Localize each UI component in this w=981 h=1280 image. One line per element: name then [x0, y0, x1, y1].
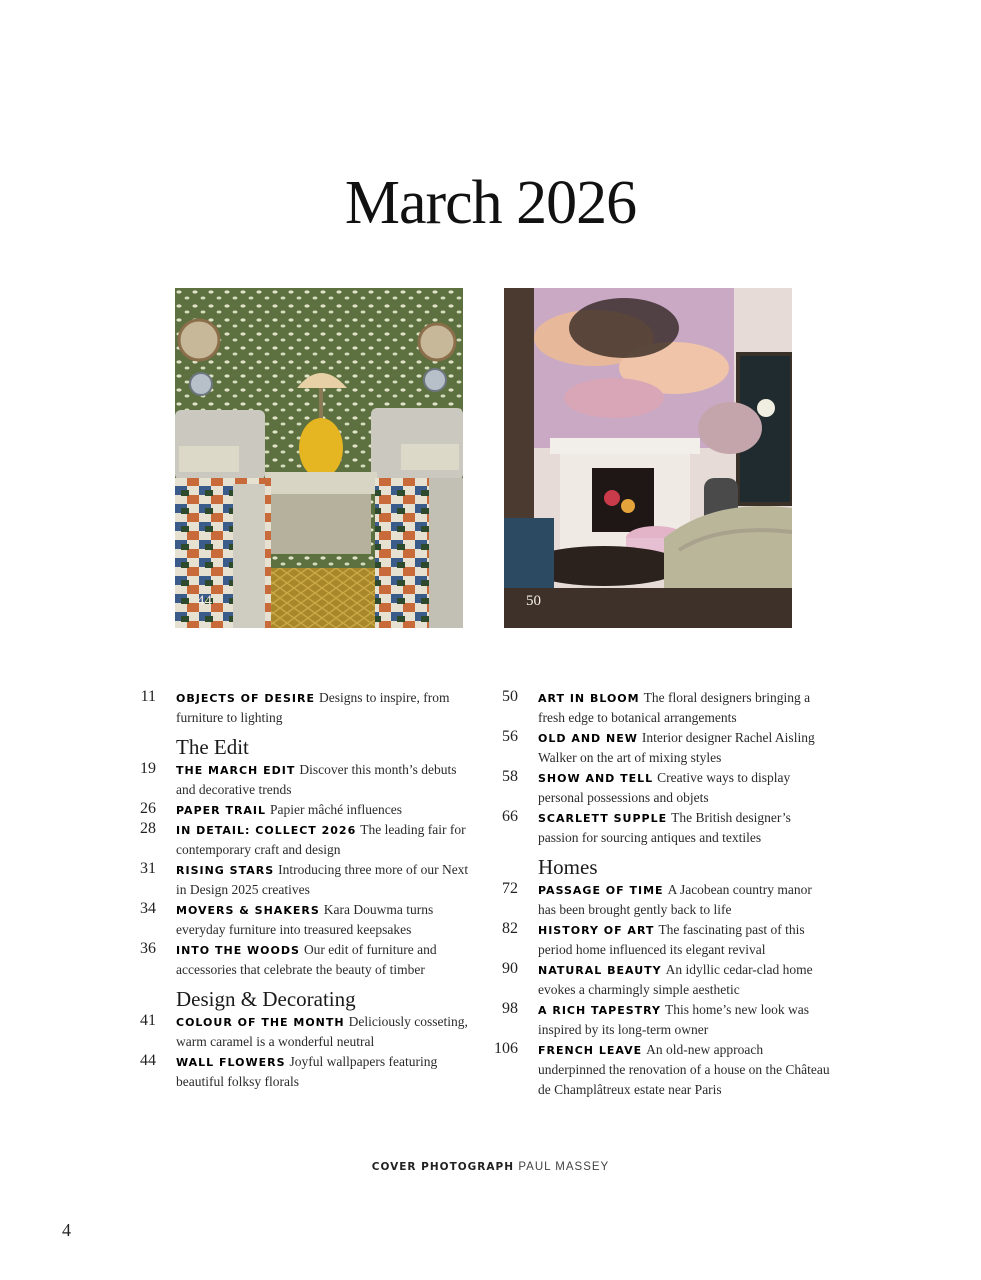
photo-page-number: 44 — [197, 593, 212, 609]
entry-description: Our edit of furniture and accessories that celebrate the beauty of timber — [176, 942, 437, 977]
contents-entry[interactable] — [130, 800, 470, 820]
cover-credit-name: PAUL MASSEY — [518, 1161, 610, 1173]
page-number: 36 — [140, 940, 156, 957]
contents-entry[interactable] — [130, 760, 470, 800]
contents-entry[interactable] — [492, 880, 832, 920]
entry-heading: A RICH TAPESTRY — [538, 1004, 662, 1017]
contents-entry[interactable] — [130, 860, 470, 900]
page-number: 31 — [140, 860, 156, 877]
entry-heading: COLOUR OF THE MONTH — [176, 1016, 345, 1029]
entry-description: The floral designers bringing a fresh edge to botanical arrangements — [538, 690, 811, 725]
entry-description: The British designer’s passion for sourcing antiques and textiles — [538, 810, 791, 845]
entry-heading: SCARLETT SUPPLE — [538, 812, 668, 825]
page-title: March 2026 — [344, 169, 637, 237]
contents-entry[interactable] — [130, 1052, 470, 1092]
contents-entry[interactable] — [130, 1012, 470, 1052]
entry-description: The leading fair for contemporary craft and design — [176, 822, 466, 857]
section-heading: Design & Decorating — [176, 987, 356, 1011]
cover-credit — [0, 1161, 981, 1173]
contents-entry[interactable] — [492, 1000, 832, 1040]
page-folio: 4 — [62, 1220, 71, 1240]
entry-heading: PAPER TRAIL — [176, 804, 267, 817]
entry-heading: SHOW AND TELL — [538, 772, 654, 785]
contents-entry[interactable] — [130, 820, 470, 860]
page-number: 41 — [140, 1012, 156, 1029]
page-number: 34 — [140, 900, 156, 917]
page-number: 58 — [502, 768, 518, 785]
entry-description: Introducing three more of our Next in Design 2025 creatives — [176, 862, 469, 897]
contents-entry[interactable] — [492, 1040, 832, 1100]
entry-description: Deliciously cosseting, warm caramel is a wonderful neutral — [176, 1014, 468, 1049]
contents-entry[interactable] — [492, 808, 832, 848]
entry-heading: IN DETAIL: COLLECT 2026 — [176, 824, 357, 837]
entry-heading: WALL FLOWERS — [176, 1056, 286, 1069]
contents-entry[interactable] — [130, 940, 470, 980]
contents-column-left — [130, 688, 470, 1092]
contents-entry[interactable] — [492, 688, 832, 728]
contents-entry[interactable] — [130, 900, 470, 940]
bedroom-photo[interactable] — [175, 288, 463, 628]
photo-page-number: 50 — [526, 593, 541, 609]
entry-heading: INTO THE WOODS — [176, 944, 300, 957]
page-number: 50 — [502, 688, 518, 705]
entry-heading: HISTORY OF ART — [538, 924, 655, 937]
entry-description: Designs to inspire, from furniture to lighting — [176, 690, 450, 725]
entry-description: Interior designer Rachel Aisling Walker on the art of mixing styles — [538, 730, 815, 765]
entry-heading: PASSAGE OF TIME — [538, 884, 664, 897]
entry-heading: RISING STARS — [176, 864, 275, 877]
page-number: 66 — [502, 808, 518, 825]
section-heading: Homes — [538, 855, 598, 879]
page-number: 56 — [502, 728, 518, 745]
contents-entry[interactable] — [492, 768, 832, 808]
page-number: 28 — [140, 820, 156, 837]
entry-heading: NATURAL BEAUTY — [538, 964, 662, 977]
contents-entry[interactable] — [492, 728, 832, 768]
entry-description: This home’s new look was inspired by its long-term owner — [538, 1002, 810, 1037]
entry-heading: ART IN BLOOM — [538, 692, 640, 705]
entry-heading: MOVERS & SHAKERS — [176, 904, 320, 917]
page-number: 26 — [140, 800, 156, 817]
contents-entry[interactable] — [130, 688, 470, 728]
entry-heading: OBJECTS OF DESIRE — [176, 692, 316, 705]
entry-description: Kara Douwma turns everyday furniture into treasured keepsakes — [176, 902, 434, 937]
entry-description: Creative ways to display personal possessions and objets — [538, 770, 791, 805]
page-number: 44 — [140, 1052, 156, 1069]
entry-description: The fascinating past of this period home influenced its elegant revival — [538, 922, 805, 957]
section-heading: The Edit — [176, 735, 249, 759]
contents-entry[interactable] — [492, 960, 832, 1000]
entry-description: A Jacobean country manor has been brought gently back to life — [538, 882, 812, 917]
contents-entry[interactable] — [492, 920, 832, 960]
page-number: 90 — [502, 960, 518, 977]
page-number: 72 — [502, 880, 518, 897]
entry-heading: THE MARCH EDIT — [176, 764, 296, 777]
page-number: 11 — [140, 688, 156, 705]
page-number: 82 — [502, 920, 518, 937]
entry-heading: FRENCH LEAVE — [538, 1044, 643, 1057]
entry-description: An idyllic cedar-clad home evokes a charmingly simple aesthetic — [538, 962, 813, 997]
page-number: 98 — [502, 1000, 518, 1017]
entry-description: Joyful wallpapers featuring beautiful folksy florals — [176, 1054, 438, 1089]
bedroom-image — [175, 288, 463, 628]
entry-description: Papier mâché influences — [270, 802, 402, 817]
page-number: 19 — [140, 760, 156, 777]
entry-description: An old-new approach underpinned the renovation of a house on the Château de Champlâtreux estate near Paris — [538, 1042, 830, 1097]
contents-column-right — [492, 688, 832, 1100]
entry-description: Discover this month’s debuts and decorative trends — [176, 762, 457, 797]
living-room-photo[interactable] — [504, 288, 792, 628]
cover-credit-label: COVER PHOTOGRAPH — [371, 1161, 514, 1173]
entry-heading: OLD AND NEW — [538, 732, 638, 745]
living-room-image — [504, 288, 792, 628]
page-number: 106 — [494, 1040, 518, 1057]
